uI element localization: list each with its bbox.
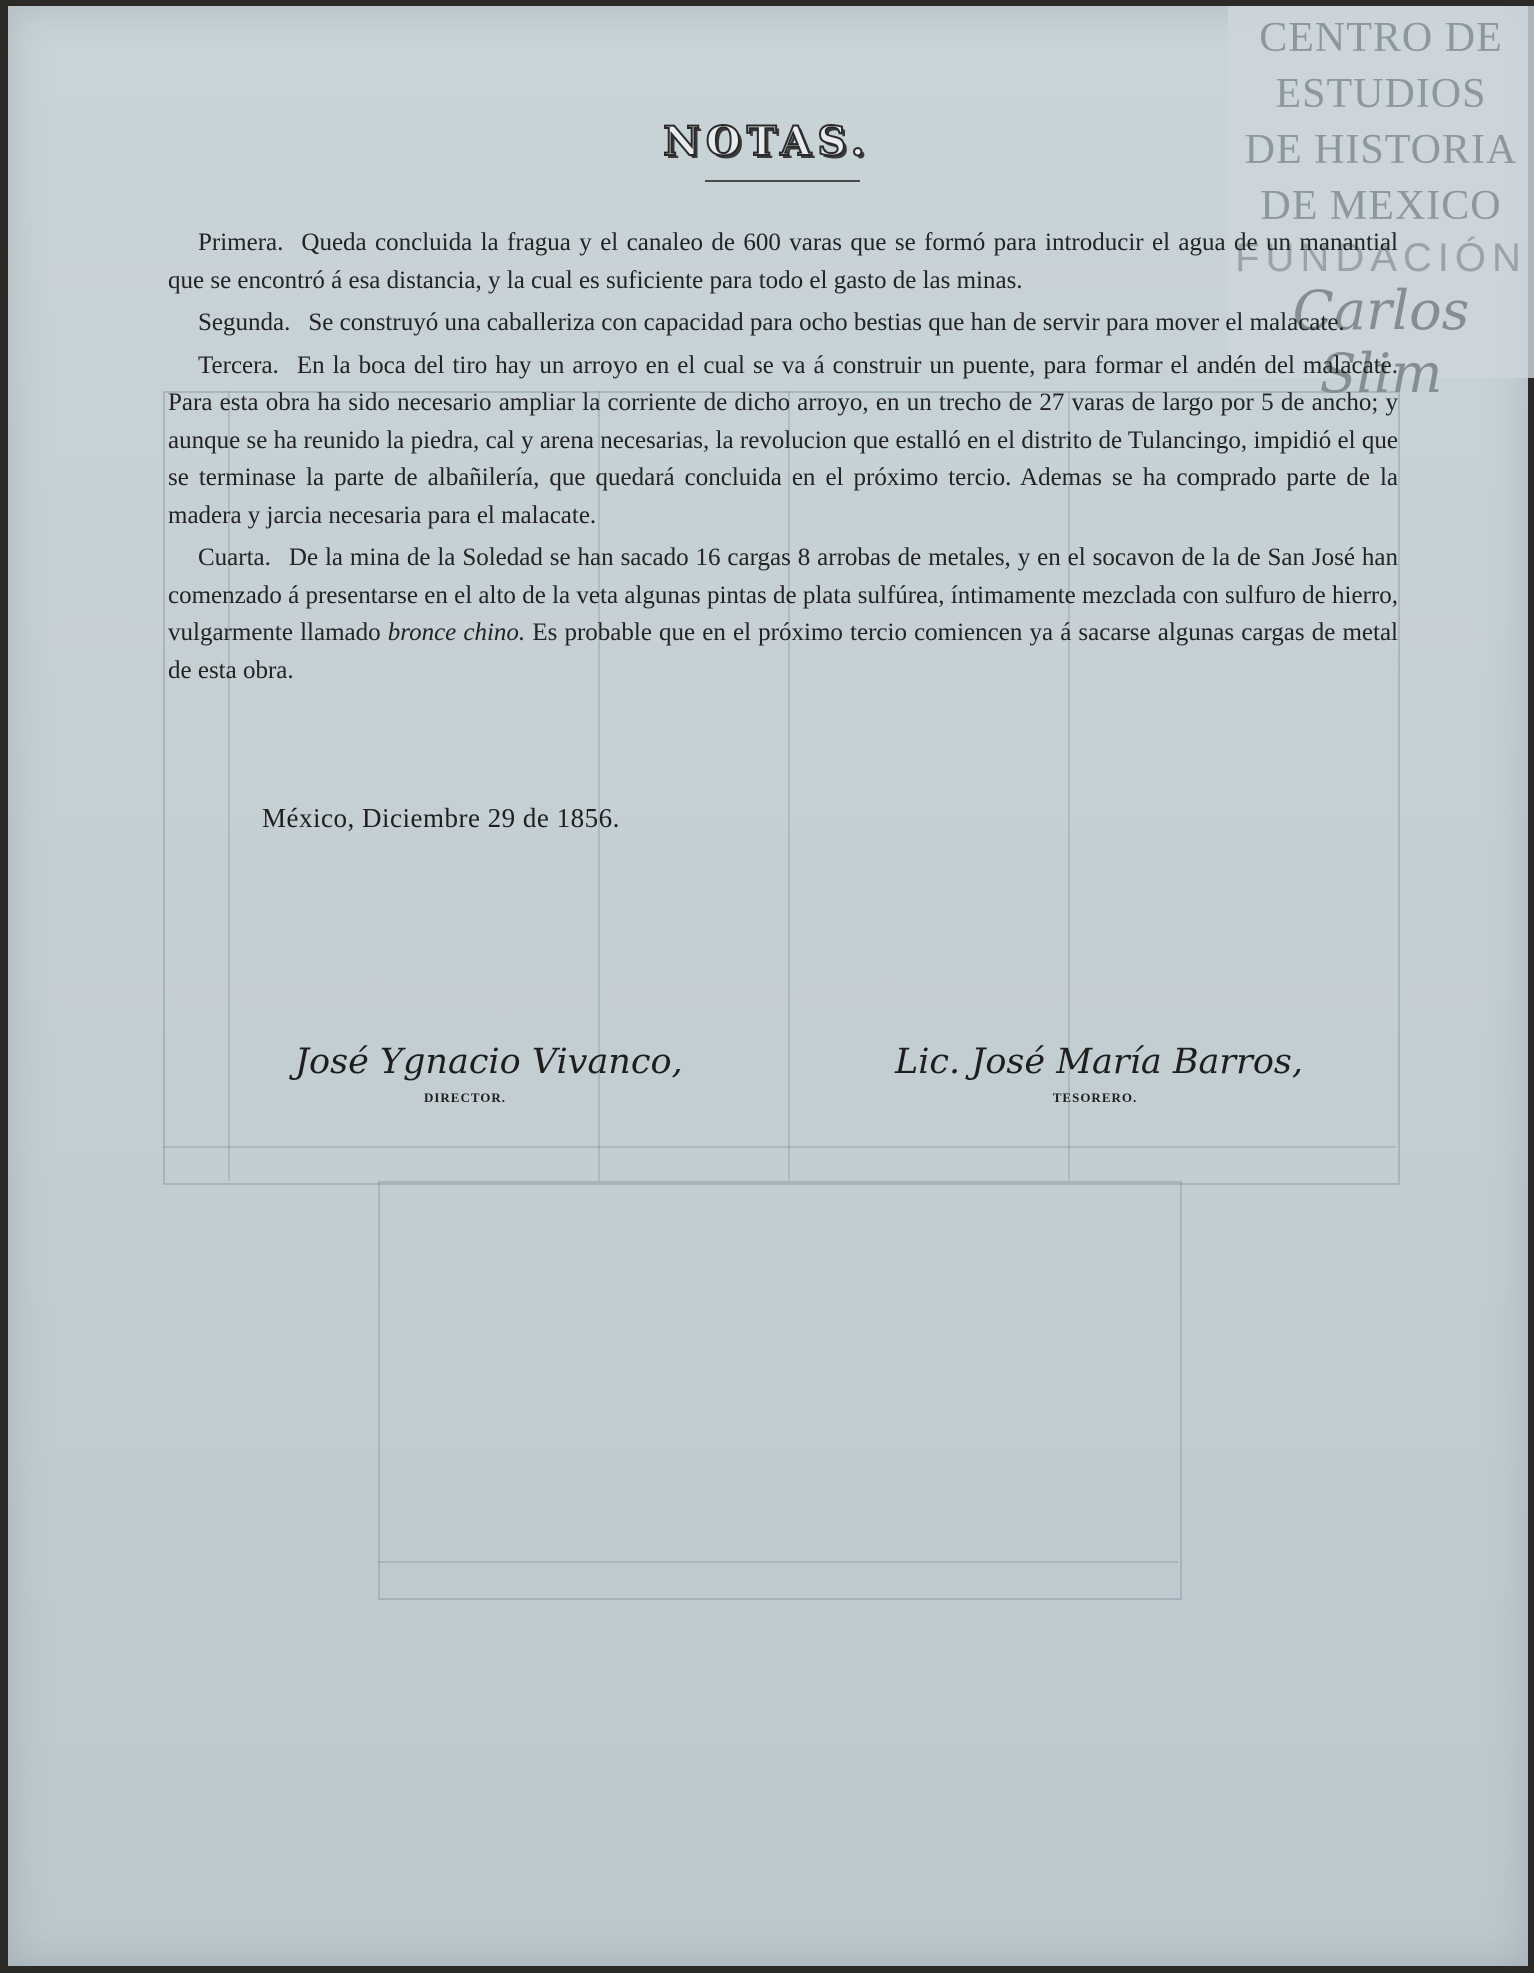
document-date: México, Diciembre 29 de 1856. <box>262 803 620 833</box>
watermark-line: DE HISTORIA <box>1244 127 1518 173</box>
note-text: Es probable que en el próximo tercio comiencen ya á sacarse algunas cargas de metal de esta obra. <box>168 619 1399 684</box>
signature-role: TESORERO. <box>1052 1090 1138 1105</box>
note-text: En la boca del tiro hay un arroyo en el cual se va á construir un puente, para formar el andén del malacate. Para esta obra ha sido necesario ampliar la corriente de dicho arroyo, en un trecho de 27 varas de largo por 5 de ancho; y aunque se ha reunido la piedra, cal y arena necesarias, la revolucion que estalló en el distrito de Tulancingo, impidió el que se terminase la parte de albañilería, que quedará concluida en el próximo tercio. Ademas se ha comprado parte de la madera y jarcia necesaria para el malacate. <box>168 351 1398 529</box>
signature-director <box>295 1042 683 1106</box>
title-divider <box>705 180 860 182</box>
note-text: De la mina de la Soledad se han sacado 16 cargas 8 arrobas de metales, y en el socavon de la de San José han comenzado á presentarse en el alto de la veta algunas pintas de plata sulfúrea, íntimamente mezclada con sulfuro de hierro, vulgarmente llamado <box>168 544 1398 646</box>
note-label: Primera. <box>198 229 284 256</box>
watermark-line: DE MEXICO <box>1260 183 1502 229</box>
note-label: Tercera. <box>198 351 279 379</box>
watermark-line: CENTRO DE <box>1259 15 1503 61</box>
signature-name: José Ygnacio Vivanco, <box>295 1042 683 1082</box>
watermark-line: ESTUDIOS <box>1275 71 1487 117</box>
bleed-through-rule <box>163 1146 1396 1148</box>
signature-name: Lic. José María Barros, <box>895 1042 1304 1082</box>
note-tercera <box>168 347 1398 535</box>
bleed-through-summary-table <box>378 1181 1182 1600</box>
signature-tesorero <box>895 1042 1304 1106</box>
note-primera <box>168 224 1398 299</box>
note-segunda <box>168 304 1398 342</box>
watermark-foundation: FUNDACIÓN <box>1235 236 1527 280</box>
note-text: Se construyó una caballeriza con capacidad para ocho bestias que han de servir para mover el malacate. <box>308 309 1345 336</box>
note-label: Segunda. <box>198 309 291 336</box>
bleed-through-rule <box>378 1561 1178 1563</box>
signature-role: DIRECTOR. <box>423 1090 507 1105</box>
watermark-signature: Carlos Slim <box>1292 279 1470 405</box>
notes-body <box>168 224 1398 694</box>
note-text: Queda concluida la fragua y el canaleo de 600 varas que se formó para introducir el agua de un manantial que se encontró á esa distancia, y la cual es suficiente para todo el gasto de las minas. <box>168 229 1398 294</box>
note-cuarta <box>168 539 1398 689</box>
note-italic-term: bronce chino. <box>387 619 526 646</box>
note-label: Cuarta. <box>198 544 271 571</box>
page-title: NOTAS. <box>663 118 871 165</box>
